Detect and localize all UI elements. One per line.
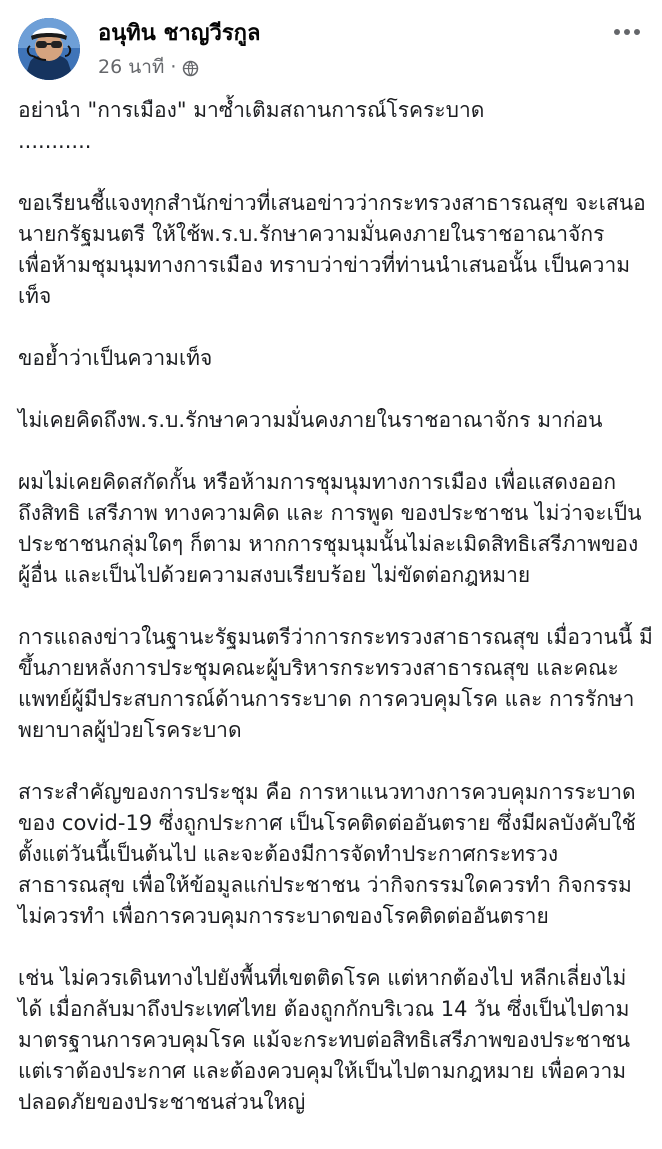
author-name[interactable]: อนุทิน ชาญวีรกูล	[98, 21, 261, 46]
post-text-line: ตั้งแต่วันนี้เป็นต้นไป และจะต้องมีการจัดทำประกาศกระทรวง	[18, 842, 559, 866]
post-text-line: อย่านำ "การเมือง" มาซ้ำเติมสถานการณ์โรคระบาด	[18, 98, 485, 122]
post-text-line: ขึ้นภายหลังการประชุมคณะผู้บริหารกระทรวงสาธารณสุข และคณะ	[18, 656, 619, 680]
post-text-line: ขอย้ำว่าเป็นความเท็จ	[18, 346, 213, 370]
post-text-line: ไม่ควรทำ เพื่อการควบคุมการระบาดของโรคติดต่ออันตราย	[18, 904, 549, 928]
post-body	[18, 95, 653, 1149]
post-text-line: ผู้อื่น และเป็นไปด้วยความสงบเรียบร้อย ไม่ขัดต่อกฎหมาย	[18, 563, 531, 587]
post-text-line: ได้ เมื่อกลับมาถึงประเทศไทย ต้องถูกกักบริเวณ 14 วัน ซึ่งเป็นไปตาม	[18, 997, 630, 1021]
post-paragraph-6	[18, 622, 653, 746]
post-text-line: ของ covid-19 ซึ่งถูกประกาศ เป็นโรคติดต่ออันตราย ซึ่งมีผลบังคับใช้	[18, 811, 636, 835]
post-text-line: ปลอดภัยของประชาชนส่วนใหญ่	[18, 1090, 306, 1114]
more-icon[interactable]	[610, 20, 644, 44]
post-text-line: สาระสำคัญของการประชุม คือ การหาแนวทางการควบคุมการระบาด	[18, 780, 636, 804]
post-text-line: พยาบาลผู้ป่วยโรคระบาด	[18, 718, 242, 742]
author-avatar[interactable]	[18, 18, 80, 80]
post-text-line: การแถลงข่าวในฐานะรัฐมนตรีว่าการกระทรวงสาธารณสุข เมื่อวานนี้ มี	[18, 625, 653, 649]
post-text-line: ผมไม่เคยคิดสกัดกั้น หรือห้ามการชุมนุมทางการเมือง เพื่อแสดงออก	[18, 470, 617, 494]
post-time[interactable]: 26 นาที	[98, 56, 165, 78]
post-paragraph-8	[18, 963, 644, 1118]
post-text-line: ขอเรียนชี้แจงทุกสำนักข่าวที่เสนอข่าวว่ากระทรวงสาธารณสุข จะเสนอ	[18, 191, 646, 215]
post-text-line: ถึงสิทธิ เสรีภาพ ทางความคิด และ การพูด ของประชาชน ไม่ว่าจะเป็น	[18, 501, 642, 525]
globe-icon[interactable]	[182, 59, 199, 76]
post-meta	[98, 55, 199, 79]
post-text-line: เพื่อห้ามชุมนุมทางการเมือง ทราบว่าข่าวที่ท่านนำเสนอนั้น เป็นความ	[18, 253, 631, 277]
post-text-line: มาตรฐานการควบคุมโรค แม้จะกระทบต่อสิทธิเสรีภาพของประชาชน	[18, 1028, 631, 1052]
post-paragraph-3	[18, 343, 644, 374]
post-text-line: เท็จ	[18, 284, 52, 308]
post-paragraph-1	[18, 95, 644, 157]
post-text-line: ประชาชนกลุ่มใดๆ ก็ตาม หากการชุมนุมนั้นไม่ละเมิดสิทธิเสรีภาพของ	[18, 532, 639, 556]
post-text-line: แต่เราต้องประกาศ และต้องควบคุมให้เป็นไปตามกฎหมาย เพื่อความ	[18, 1059, 627, 1083]
avatar-image	[18, 18, 80, 80]
post-text-line: สาธารณสุข เพื่อให้ข้อมูลแก่ประชาชน ว่ากิจกรรมใดควรทำ กิจกรรม	[18, 873, 632, 897]
meta-separator: ·	[170, 56, 177, 78]
post-header	[18, 18, 644, 86]
post-paragraph-5	[18, 467, 644, 591]
post-text-line: ไม่เคยคิดถึงพ.ร.บ.รักษาความมั่นคงภายในราชอาณาจักร มาก่อน	[18, 408, 603, 432]
post-text-line: แพทย์ผู้มีประสบการณ์ด้านการระบาด การควบคุมโรค และ การรักษา	[18, 687, 635, 711]
post-paragraph-7	[18, 777, 644, 932]
post-paragraph-2	[18, 188, 644, 312]
post-text-line: เช่น ไม่ควรเดินทางไปยังพื้นที่เขตติดโรค แต่หากต้องไป หลีกเลี่ยงไม่	[18, 966, 627, 990]
post-text-line: นายกรัฐมนตรี ให้ใช้พ.ร.บ.รักษาความมั่นคงภายในราชอาณาจักร	[18, 222, 605, 246]
post-paragraph-4	[18, 405, 644, 436]
post-text-line: ...........	[18, 129, 92, 153]
